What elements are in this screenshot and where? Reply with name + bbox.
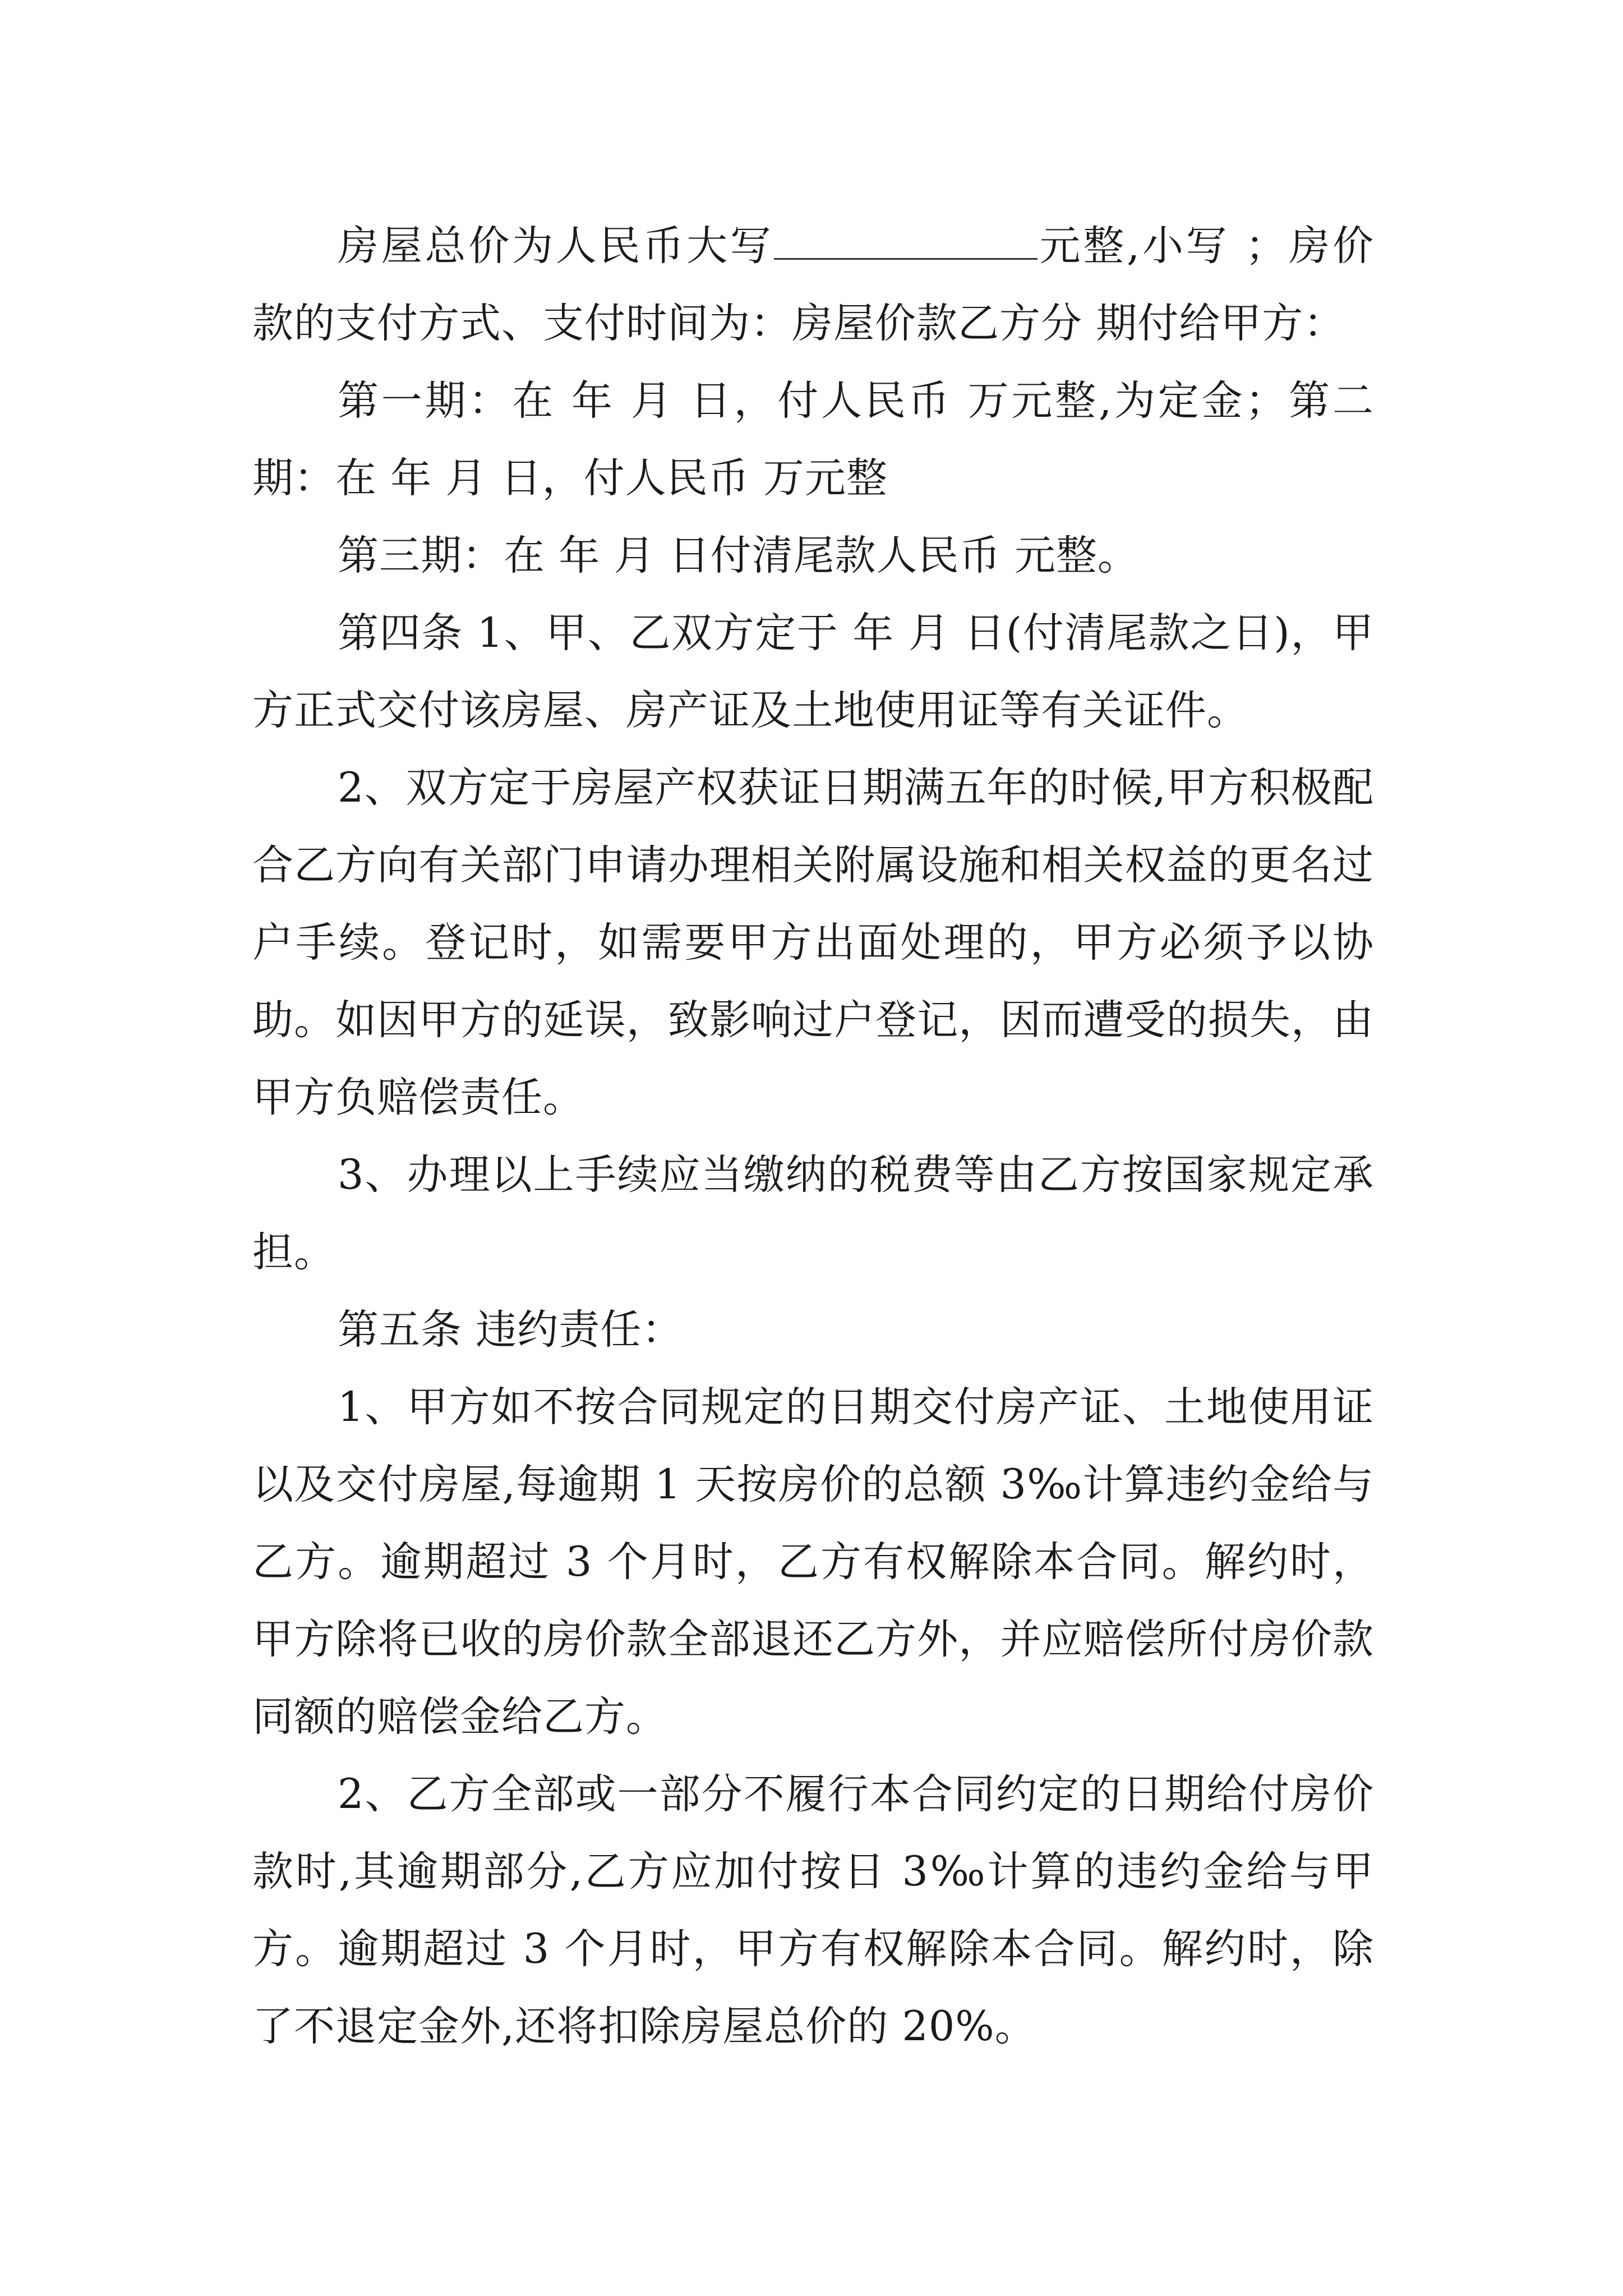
paragraph-article-4-item-3: 3、办理以上手续应当缴纳的税费等由乙方按国家规定承担。 <box>252 1151 1374 1276</box>
paragraph-total-price <box>252 208 1374 362</box>
paragraph-article-4-item-2: 2、双方定于房屋产权获证日期满五年的时候,甲方积极配合乙方向有关部门申请办理相关附属设施和相关权益的更名过户手续。登记时，如需要甲方出面处理的，甲方必须予以协助。如因甲方的延误，致影响过户登记，因而遭受的损失，由甲方负赔偿责任。 <box>252 764 1374 1121</box>
document-body <box>252 208 1374 2065</box>
fill-in-blank <box>774 223 1038 260</box>
total-price-text-before: 房屋总价为人民币大写 <box>338 222 774 270</box>
paragraph-article-5-item-1: 1、甲方如不按合同规定的日期交付房产证、土地使用证以及交付房屋,每逾期 1 天按房价的总额 3‰计算违约金给与乙方。逾期超过 3 个月时，乙方有权解除本合同。解约时，甲方除将已收的房价款全部退还乙方外，并应赔偿所付房价款同额的赔偿金给乙方。 <box>252 1383 1374 1741</box>
paragraph-article-5-heading: 第五条 违约责任： <box>338 1306 684 1354</box>
paragraph-article-5-item-2: 2、乙方全部或一部分不履行本合同约定的日期给付房价款时,其逾期部分,乙方应加付按日 3‰计算的违约金给与甲方。逾期超过 3 个月时，甲方有权解除本合同。解约时，除了不退定金外,还将扣除房屋总价的 20%。 <box>252 1770 1374 2050</box>
paragraph-article-4-item-1: 第四条 1、甲、乙双方定于 年 月 日(付清尾款之日)，甲方正式交付该房屋、房产证及土地使用证等有关证件。 <box>252 609 1374 734</box>
paragraph-installments-1-2: 第一期：在 年 月 日，付人民币 万元整,为定金；第二期：在 年 月 日，付人民币 万元整 <box>252 377 1374 502</box>
paragraph-installment-3: 第三期：在 年 月 日付清尾款人民币 元整。 <box>338 532 1139 579</box>
total-price-text-after: 元整,小写 ；房价款的支付方式、支付时间为：房屋价款乙方分 期付给甲方： <box>252 222 1375 347</box>
